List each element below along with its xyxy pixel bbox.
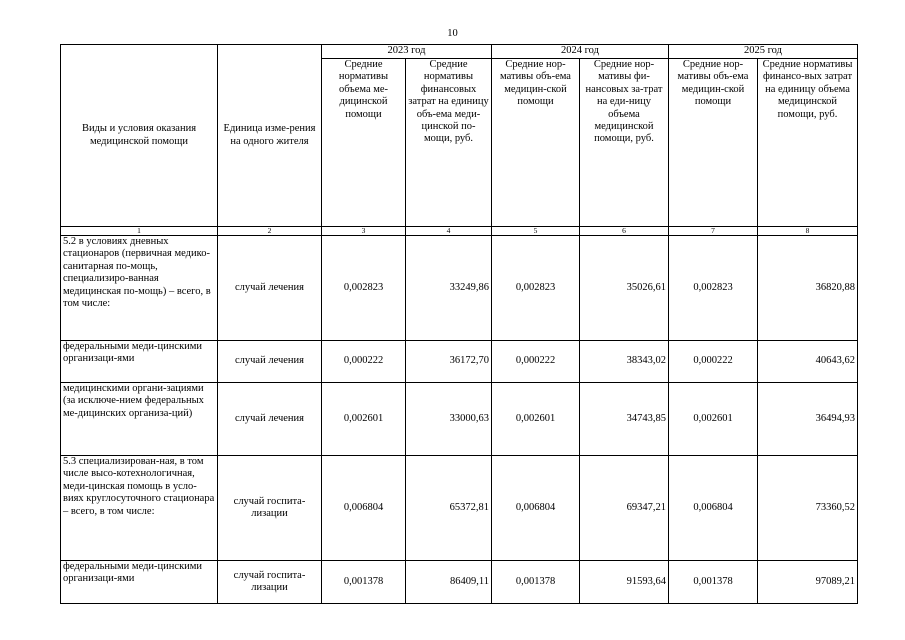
volume-2023: 0,001378	[322, 561, 406, 604]
header-year-2024: 2024 год	[492, 45, 669, 59]
header-2024-volume: Средние нор-мативы объ-ема медицин-ской помощи	[492, 59, 580, 227]
cost-2023: 65372,81	[406, 456, 492, 561]
header-year-2025: 2025 год	[669, 45, 858, 59]
column-number: 4	[406, 227, 492, 236]
volume-2025: 0,002601	[669, 383, 758, 456]
column-number: 1	[61, 227, 218, 236]
cost-2023: 33000,63	[406, 383, 492, 456]
cost-2025: 36494,93	[758, 383, 858, 456]
row-description: медицинскими органи-зациями (за исключе-нием федеральных ме-дицинских организа-ций)	[61, 383, 218, 456]
table-row	[61, 236, 858, 341]
volume-2025: 0,001378	[669, 561, 758, 604]
volume-2024: 0,002601	[492, 383, 580, 456]
row-unit: случай госпита-лизации	[218, 456, 322, 561]
volume-2025: 0,002823	[669, 236, 758, 341]
table-row	[61, 341, 858, 383]
table-row	[61, 383, 858, 456]
column-number-row	[61, 227, 858, 236]
row-unit: случай лечения	[218, 341, 322, 383]
header-year-row	[61, 45, 858, 59]
header-year-2023: 2023 год	[322, 45, 492, 59]
cost-2024: 91593,64	[580, 561, 669, 604]
volume-2023: 0,006804	[322, 456, 406, 561]
volume-2024: 0,000222	[492, 341, 580, 383]
page-number: 10	[447, 28, 458, 39]
cost-2024: 69347,21	[580, 456, 669, 561]
row-description: федеральными меди-цинскими организаци-ями	[61, 561, 218, 604]
cost-2024: 38343,02	[580, 341, 669, 383]
row-description: 5.3 специализирован-ная, в том числе высо-котехнологичная, меди-цинская помощь в усло-виях круглосуточного стационара – всего, в том числе:	[61, 456, 218, 561]
volume-2025: 0,000222	[669, 341, 758, 383]
cost-2023: 86409,11	[406, 561, 492, 604]
table-row	[61, 456, 858, 561]
row-description: федеральными меди-цинскими организаци-ями	[61, 341, 218, 383]
norms-table	[60, 44, 858, 604]
volume-2025: 0,006804	[669, 456, 758, 561]
column-number: 7	[669, 227, 758, 236]
header-2025-volume: Средние нор-мативы объ-ема медицин-ской помощи	[669, 59, 758, 227]
table-row	[61, 561, 858, 604]
cost-2025: 97089,21	[758, 561, 858, 604]
row-unit: случай лечения	[218, 383, 322, 456]
cost-2025: 40643,62	[758, 341, 858, 383]
cost-2023: 33249,86	[406, 236, 492, 341]
volume-2024: 0,002823	[492, 236, 580, 341]
column-number: 8	[758, 227, 858, 236]
cost-2023: 36172,70	[406, 341, 492, 383]
header-2024-cost: Средние нор-мативы фи-нансовых за-трат на еди-ницу объема медицинской помощи, руб.	[580, 59, 669, 227]
column-number: 6	[580, 227, 669, 236]
row-description: 5.2 в условиях дневных стационаров (первичная медико-санитарная по-мощь, специализиро-ванная медицинская по-мощь) – всего, в том числе:	[61, 236, 218, 341]
column-number: 2	[218, 227, 322, 236]
column-number: 5	[492, 227, 580, 236]
row-unit: случай лечения	[218, 236, 322, 341]
cost-2025: 73360,52	[758, 456, 858, 561]
header-type-of-care: Виды и условия оказания медицинской помощи	[61, 45, 218, 227]
volume-2024: 0,006804	[492, 456, 580, 561]
cost-2024: 35026,61	[580, 236, 669, 341]
volume-2023: 0,002601	[322, 383, 406, 456]
header-2023-volume: Средние нормативы объема ме-дицинской помощи	[322, 59, 406, 227]
volume-2023: 0,000222	[322, 341, 406, 383]
header-unit: Единица изме-рения на одного жителя	[218, 45, 322, 227]
cost-2024: 34743,85	[580, 383, 669, 456]
column-number: 3	[322, 227, 406, 236]
header-2025-cost: Средние нормативы финансо-вых затрат на единицу объема медицинской помощи, руб.	[758, 59, 858, 227]
volume-2023: 0,002823	[322, 236, 406, 341]
cost-2025: 36820,88	[758, 236, 858, 341]
row-unit: случай госпита-лизации	[218, 561, 322, 604]
volume-2024: 0,001378	[492, 561, 580, 604]
header-2023-cost: Средние нормативы финансовых затрат на единицу объ-ема меди-цинской по-мощи, руб.	[406, 59, 492, 227]
